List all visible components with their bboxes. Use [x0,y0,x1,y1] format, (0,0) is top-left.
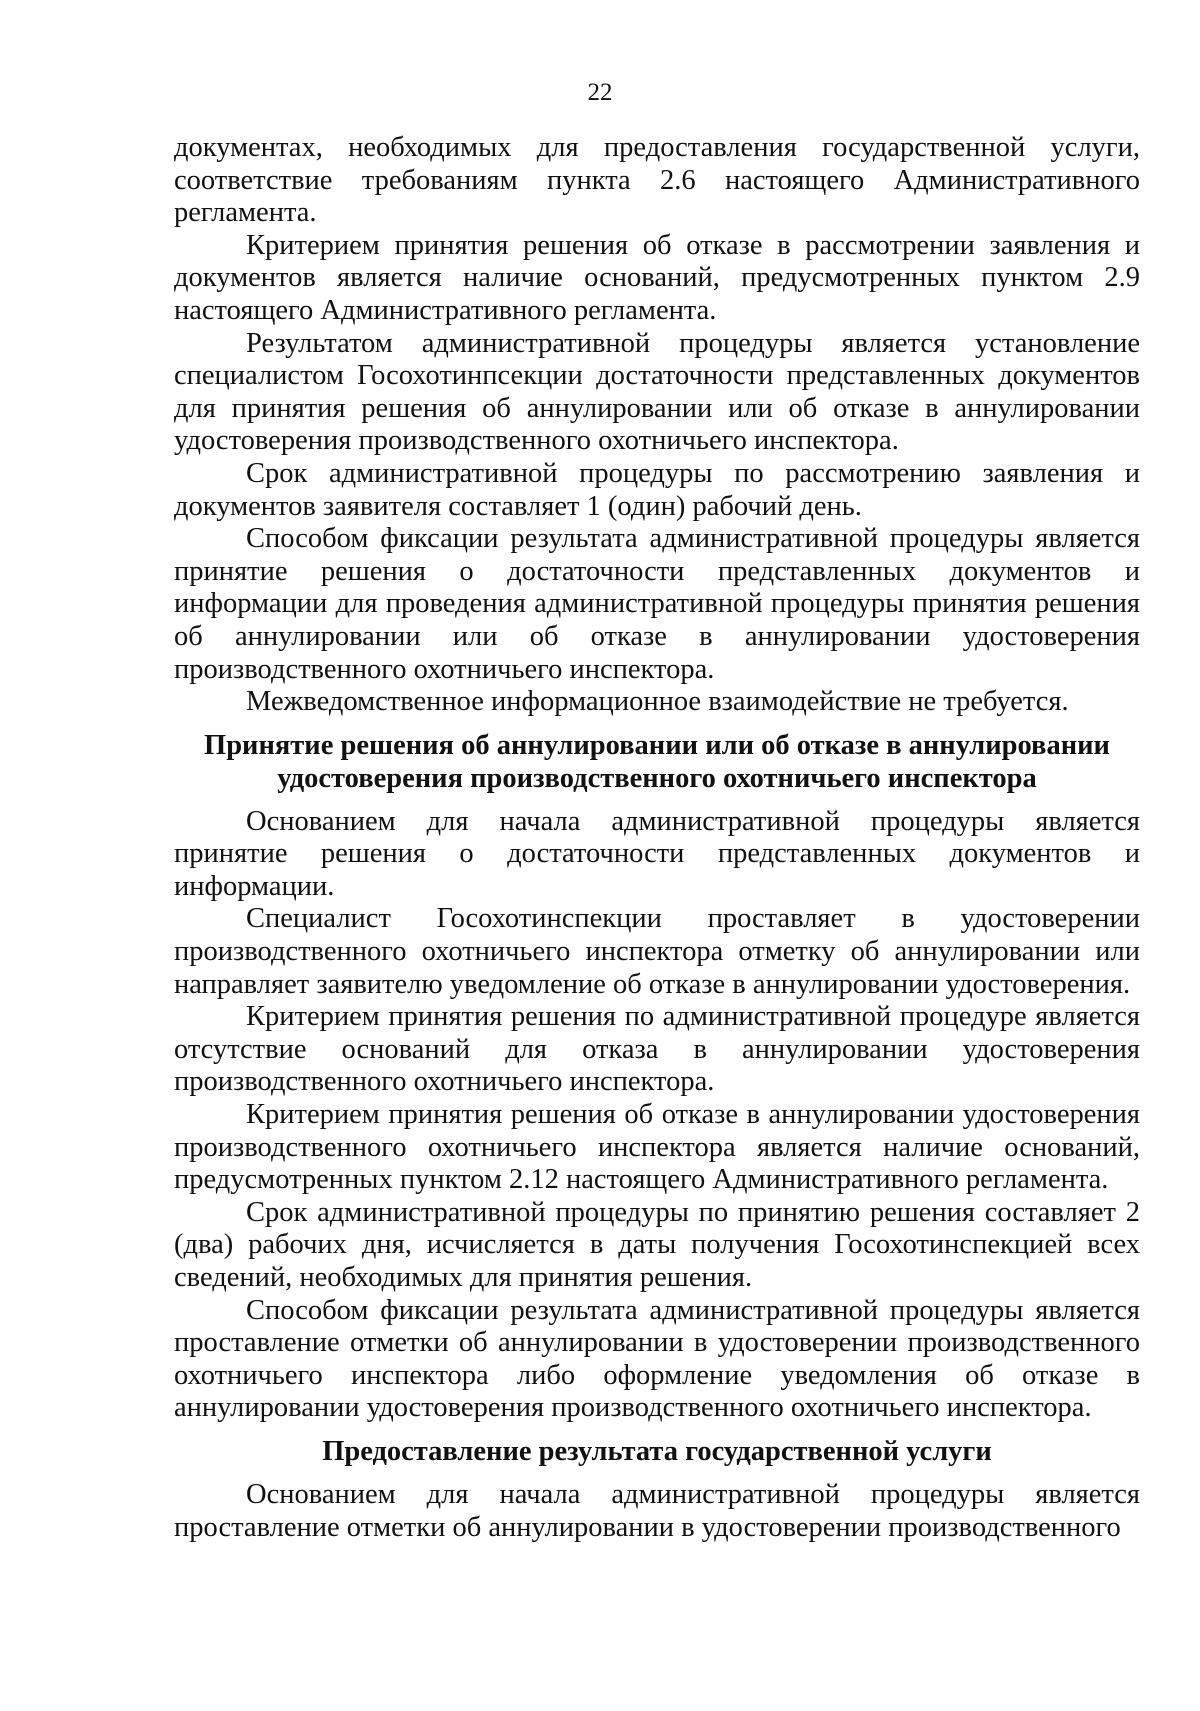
section-heading-annulment-decision: Принятие решения об аннулировании или об отказе в аннулировании удостоверения производственного охотничьего инспектора [204,729,1110,794]
section-heading-service-result: Предоставление результата государственной услуги [322,1435,992,1467]
paragraph: Способом фиксации результата административной процедуры является проставление отметки об аннулировании в удостоверении производственного охотничьего инспектора либо оформление уведомления об отказе в аннулировании удостоверения производственного охотничьего инспектора. [174,1294,1140,1424]
paragraph: Критерием принятия решения об отказе в аннулировании удостоверения производственного охотничьего инспектора является наличие оснований, предусмотренных пунктом 2.12 настоящего Административного регламента. [174,1099,1140,1196]
paragraph: Способом фиксации результата административной процедуры является принятие решения о достаточности представленных документов и информации для проведения административной процедуры принятия решения об аннулировании или об отказе в аннулировании удостоверения производственного охотничьего инспектора. [174,523,1140,685]
paragraph: Основанием для начала административной процедуры является принятие решения о достаточности представленных документов и информации. [174,805,1140,902]
paragraph-continuation: документах, необходимых для предоставления государственной услуги, соответствие требованиям пункта 2.6 настоящего Административного регламента. [174,132,1140,229]
paragraph: Срок административной процедуры по принятию решения составляет 2 (два) рабочих дня, исчисляется в даты получения Госохотинспекцией всех сведений, необходимых для принятия решения. [174,1196,1140,1293]
paragraph: Критерием принятия решения об отказе в рассмотрении заявления и документов является наличие оснований, предусмотренных пунктом 2.9 настоящего Административного регламента. [174,229,1140,326]
paragraph: Специалист Госохотинспекции проставляет в удостоверении производственного охотничьего инспектора отметку об аннулировании или направляет заявителю уведомление об отказе в аннулировании удостоверения. [174,903,1140,1000]
paragraph: Срок административной процедуры по рассмотрению заявления и документов заявителя составляет 1 (один) рабочий день. [174,457,1140,522]
document-body [174,132,1140,1544]
page-number: 22 [587,79,613,106]
paragraph: Межведомственное информационное взаимодействие не требуется. [246,686,1069,718]
paragraph: Критерием принятия решения по административной процедуре является отсутствие оснований для отказа в аннулировании удостоверения производственного охотничьего инспектора. [174,1001,1140,1098]
paragraph: Основанием для начала административной процедуры является проставление отметки об аннулировании в удостоверении производственного [174,1478,1140,1543]
paragraph: Результатом административной процедуры является установление специалистом Госохотинпсекции достаточности представленных документов для принятия решения об аннулировании или об отказе в аннулировании удостоверения производственного охотничьего инспектора. [174,327,1140,457]
